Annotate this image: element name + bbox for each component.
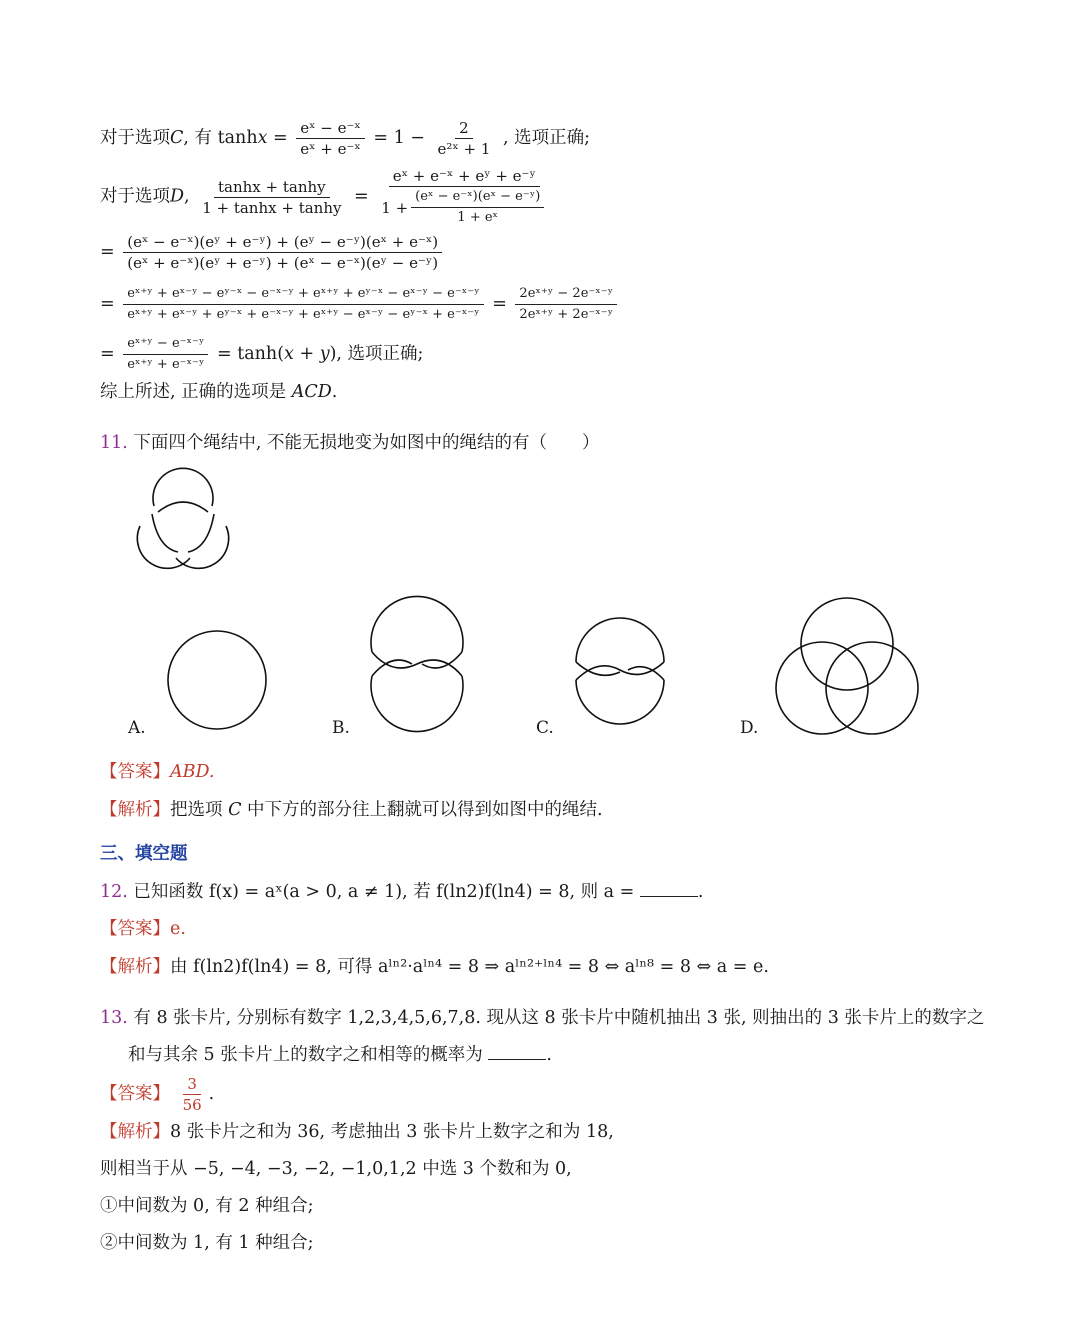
- label-d: D.: [740, 718, 759, 738]
- q13-analysis-line-4: ①中间数为 0, 有 2 种组合;: [100, 1196, 314, 1216]
- q13-analysis: 【解析】8 张卡片之和为 36, 考虑抽出 3 张卡片上数字之和为 18,: [100, 1122, 614, 1142]
- derivation-step-3: = $\frac{\text{eˣ⁺ʸ − e⁻ˣ⁻ʸ}}{\text{eˣ⁺ʸ + e⁻ˣ⁻ʸ}}$ = tanh(x + y), 选项正确;: [100, 334, 423, 375]
- label-c: C.: [536, 718, 554, 738]
- q11-answer: 【答案】ABD.: [100, 762, 215, 782]
- answer-blank: [640, 880, 698, 897]
- fraction: $\frac{\text{2eˣ⁺ʸ − 2e⁻ˣ⁻ʸ}}{\text{2eˣ⁺ʸ + 2e⁻ˣ⁻ʸ}}$: [515, 284, 617, 325]
- question-11: 11. 下面四个绳结中, 不能无损地变为如图中的绳结的有（ ）: [100, 433, 600, 453]
- knot-b-figure: [362, 590, 472, 740]
- fraction: $\frac{\text{eˣ⁺ʸ − e⁻ˣ⁻ʸ}}{\text{eˣ⁺ʸ + e⁻ˣ⁻ʸ}}$: [123, 334, 208, 375]
- q13-analysis-line-3: 则相当于从 −5, −4, −3, −2, −1,0,1,2 中选 3 个数和为 0,: [100, 1159, 572, 1179]
- summary-line: 综上所述, 正确的选项是 ACD.: [100, 382, 338, 402]
- trefoil-knot-figure: [128, 468, 238, 578]
- q11-analysis: 【解析】把选项 C 中下方的部分往上翻就可以得到如图中的绳结.: [100, 800, 603, 820]
- knot-c-figure: [566, 602, 676, 752]
- compound-fraction: eˣ + e⁻ˣ + eʸ + e⁻ʸ 1 + $\frac{\text{(eˣ − e⁻ˣ)(eˣ − e⁻ʸ)}}{\text{1 + eˣ}}$: [377, 166, 551, 228]
- question-12: 12. 已知函数 f(x) = aˣ(a > 0, a ≠ 1), 若 f(ln2)f(ln4) = 8, 则 a = .: [100, 882, 704, 902]
- label-b: B.: [332, 718, 350, 738]
- fraction: $\frac{\text{eˣ⁺ʸ + eˣ⁻ʸ − eʸ⁻ˣ − e⁻ˣ⁻ʸ + eˣ⁺ʸ + eʸ⁻ˣ − eˣ⁻ʸ − e⁻ˣ⁻ʸ}}{\text{eˣ⁺ʸ + eˣ⁻ʸ + eʸ⁻ˣ + e⁻ˣ⁻ʸ + eˣ⁺ʸ − eˣ⁻ʸ − eʸ⁻ˣ + e⁻ˣ⁻ʸ}}$: [123, 284, 483, 325]
- answer-fraction: $\frac{3}{56}$: [182, 1075, 202, 1114]
- fraction: $\frac{\text{eˣ − e⁻ˣ}}{\text{eˣ + e⁻ˣ}}$: [296, 118, 365, 159]
- derivation-step-1: = $\frac{\text{(eˣ − e⁻ˣ)(eʸ + e⁻ʸ) + (eʸ − e⁻ʸ)(eˣ + e⁻ˣ)}}{\text{(eˣ + e⁻ˣ)(eʸ + e⁻ʸ) + (eˣ − e⁻ˣ)(eʸ − e⁻ʸ)}}$: [100, 232, 445, 273]
- knot-a-circle: [162, 628, 272, 738]
- fraction: $\frac{2}{\text{e²ˣ + 1}}$: [437, 119, 491, 158]
- option-d-line: 对于选项D, $\frac{\tanh x + \tanh y}{1 + \tanh x + \tanh y}$ = eˣ + e⁻ˣ + eʸ + e⁻ʸ 1 + $\frac{\text{(eˣ − e⁻ˣ)(eˣ − e⁻ʸ)}}{\text{1 + eˣ}}$: [100, 166, 554, 228]
- answer-blank: [488, 1043, 546, 1060]
- question-13-line-1: 13. 有 8 张卡片, 分别标有数字 1,2,3,4,5,6,7,8. 现从这 8 张卡片中随机抽出 3 张, 则抽出的 3 张卡片上的数字之: [100, 1008, 985, 1028]
- option-c-line: 对于选项C, 有 tanhx = $\frac{\text{eˣ − e⁻ˣ}}{\text{eˣ + e⁻ˣ}}$ = 1 − $\frac{2}{\text{e²ˣ + 1}}$ , 选项正确;: [100, 119, 591, 158]
- section-title: 三、填空题: [100, 844, 188, 864]
- q12-analysis: 【解析】由 f(ln2)f(ln4) = 8, 可得 aˡⁿ²·aˡⁿ⁴ = 8 ⇒ aˡⁿ²⁺ˡⁿ⁴ = 8 ⇔ aˡⁿ⁸ = 8 ⇔ a = e.: [100, 957, 769, 977]
- q12-answer: 【答案】e.: [100, 919, 186, 939]
- q13-answer: 【答案】 $\frac{3}{56}$ .: [100, 1075, 215, 1114]
- derivation-step-2: = $\frac{\text{eˣ⁺ʸ + eˣ⁻ʸ − eʸ⁻ˣ − e⁻ˣ⁻ʸ + eˣ⁺ʸ + eʸ⁻ˣ − eˣ⁻ʸ − e⁻ˣ⁻ʸ}}{\text{eˣ⁺ʸ + eˣ⁻ʸ + eʸ⁻ˣ + e⁻ˣ⁻ʸ + eˣ⁺ʸ − eˣ⁻ʸ − eʸ⁻ˣ + e⁻ˣ⁻ʸ}}$ = $\frac{\text{2eˣ⁺ʸ − 2e⁻ˣ⁻ʸ}}{\text{2eˣ⁺ʸ + 2e⁻ˣ⁻ʸ}}$: [100, 284, 620, 325]
- fraction: $\frac{\tanh x + \tanh y}{1 + \tanh x + \tanh y}$: [202, 177, 342, 217]
- q13-analysis-line-5: ②中间数为 1, 有 1 种组合;: [100, 1233, 314, 1253]
- label-a: A.: [128, 718, 146, 738]
- fraction: $\frac{\text{(eˣ − e⁻ˣ)(eʸ + e⁻ʸ) + (eʸ − e⁻ʸ)(eˣ + e⁻ˣ)}}{\text{(eˣ + e⁻ˣ)(eʸ + e⁻ʸ) + (eˣ − e⁻ˣ)(eʸ − e⁻ʸ)}}$: [123, 232, 442, 273]
- knot-d-figure: [772, 594, 922, 744]
- question-13-line-2: 和与其余 5 张卡片上的数字之和相等的概率为 .: [128, 1045, 552, 1065]
